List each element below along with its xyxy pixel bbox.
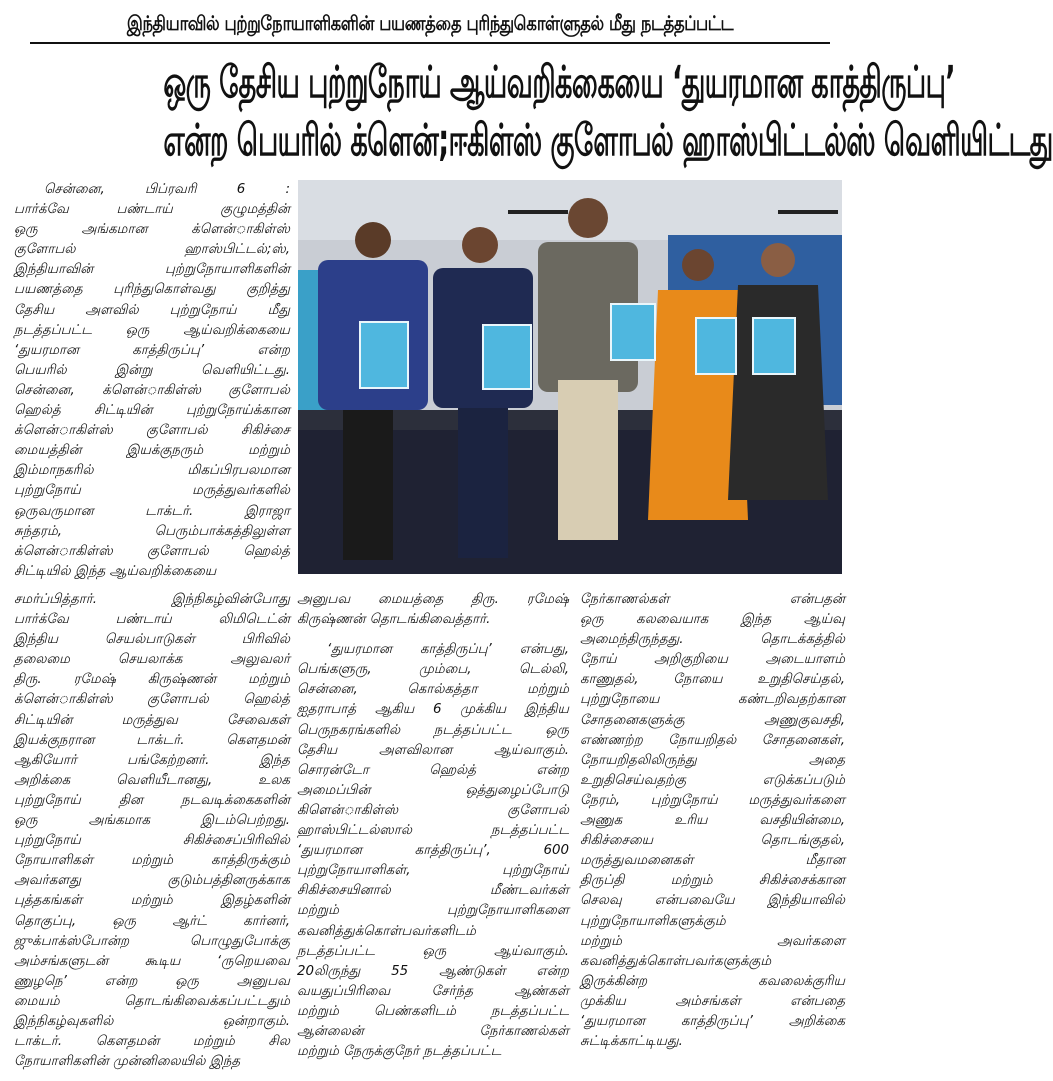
text-line: மற்றும் பெண்களிடம் நடத்தப்பட்ட xyxy=(297,1003,569,1019)
text-line: பெருநகரங்களில் நடத்தப்பட்ட ஒரு xyxy=(297,722,569,738)
text-line: கவனித்துக்கொள்பவர்களுக்கும் xyxy=(580,953,772,969)
text-line: சிட்டியின் மருத்துவ சேவைகள் xyxy=(14,712,290,728)
text-line: மையத்தின் இயக்குநரும் மற்றும் xyxy=(14,443,290,459)
headline-line-1: ஒரு தேசிய புற்றுநோய் ஆய்வறிக்கையை ‘துயரமான காத்திருப்பு’ xyxy=(163,57,956,108)
text-line: சொரன்டோ ஹெல்த் என்ற xyxy=(297,762,569,778)
text-line: சிகிச்சையை தொடங்குதல், xyxy=(580,833,845,849)
text-line: ஹாஸ்பிட்டல்ஸால் நடத்தப்பட்ட xyxy=(297,823,569,839)
middle-para-2 xyxy=(297,640,569,1062)
photo-illustration xyxy=(298,180,842,574)
text-line: க்ளென்ாகிள்ஸ் குளோபல் ஹெல்த் xyxy=(14,543,290,559)
text-line: க்ளென்ாகிள்ஸ் குளோபல் சிகிச்சை xyxy=(14,423,290,439)
headline-line-2: என்ற பெயரில் க்ளென்;ஈகிள்ஸ் குளோபல் ஹாஸ்பிட்டல்ஸ் வெளியிட்டது xyxy=(163,115,1053,166)
text-line: எண்ணற்ற நோயறிதல் சோதனைகள், xyxy=(580,732,845,748)
text-line: சமர்ப்பித்தார். இந்நிகழ்வின்போது xyxy=(14,592,290,607)
text-line: சென்னை, கொல்கத்தா மற்றும் xyxy=(297,682,569,698)
text-line: பெங்களுரு, மும்பை, டெல்லி, xyxy=(297,662,569,678)
text-line: மற்றும் நேருக்குநேர் நடத்தப்பட்ட xyxy=(297,1044,502,1060)
text-line: அணுக உரிய வசதியின்மை, xyxy=(580,813,845,829)
text-line: ஒரு கலவையாக இந்த ஆய்வு xyxy=(580,612,845,628)
text-line: பார்க்வே பண்டாய் லிமிடெட்ன் xyxy=(14,612,290,628)
text-line: முக்கிய அம்சங்கள் என்பதை xyxy=(580,993,845,1009)
text-line: கவனித்துக்கொள்பவர்களிடம் xyxy=(297,923,476,939)
text-line: மருத்துவமனைகள் மீதான xyxy=(580,853,845,869)
text-line: திருப்தி மற்றும் சிகிச்சைக்கான xyxy=(580,873,845,889)
text-line: இருக்கின்ற கவலைக்குரிய xyxy=(580,973,845,989)
text-line: நேரம், புற்றுநோய் மருத்துவர்களை xyxy=(580,792,845,808)
text-line: க்ளென்ாகிள்ஸ் குளோபல் ஹெல்த் xyxy=(14,692,290,708)
text-line: சோதனைகளுக்கு அணுகுவசதி, xyxy=(580,712,845,728)
text-line: புற்றுநோய் தின நடவடிக்கைகளின் xyxy=(14,792,290,808)
text-line: ஹெல்த் சிட்டியின் புற்றுநோய்க்கான xyxy=(14,403,290,419)
left-column-bottom xyxy=(14,590,290,1072)
text-line: புத்தகங்கள் மற்றும் இதழ்களின் xyxy=(14,893,290,909)
text-line: சிகிச்சையினால் மீண்டவர்கள் xyxy=(297,883,569,899)
text-line: ஒரு அங்கமான க்ளென்ாகிள்ஸ் xyxy=(14,222,290,238)
text-line: கிளென்ாகிள்ஸ் குளோபல் xyxy=(297,802,569,818)
text-line: செலவு என்பவையே இந்தியாவில் xyxy=(580,893,845,909)
text-line: அவர்களது குடும்பத்தினருக்காக xyxy=(14,873,290,889)
text-line: தேசிய அளவிலான ஆய்வாகும். xyxy=(297,742,569,758)
text-line: நோய் அறிகுறியை அடையாளம் xyxy=(580,652,845,668)
text-line: இந்தியாவின் புற்றுநோயாளிகளின் xyxy=(14,262,290,278)
text-line: பயணத்தை புரிந்துகொள்வது குறித்து xyxy=(14,282,290,298)
text-line: புற்றுநோயை கண்டறிவதற்கான xyxy=(580,692,845,708)
text-line: பார்க்வே பண்டாய் குழுமத்தின் xyxy=(14,202,290,218)
text-line: ஜுக்பாக்ஸ்போன்ற பொழுதுபோக்கு xyxy=(14,933,290,949)
text-line: உறுதிசெய்வதற்கு எடுக்கப்படும் xyxy=(580,772,845,788)
text-line: மற்றும் புற்றுநோயாளிகளை xyxy=(297,903,569,919)
text-line: இயக்குநரான டாக்டர். கௌதமன் xyxy=(14,732,290,748)
text-line: ‘துயரமான காத்திருப்பு’ அறிக்கை xyxy=(580,1013,845,1029)
text-line: ‘துயரமான காத்திருப்பு’ என்பது, xyxy=(327,642,569,658)
text-line: அம்சங்களுடன் கூடிய ‘ருறெயவை xyxy=(14,953,290,969)
text-line: தேசிய அளவில் புற்றுநோய் மீது xyxy=(14,302,290,318)
text-line: டாக்டர். கௌதமன் மற்றும் சில xyxy=(14,1034,290,1050)
text-line: சுட்டிக்காட்டியது. xyxy=(580,1034,683,1050)
text-line: சிட்டியில் இந்த ஆய்வறிக்கையை xyxy=(14,563,217,579)
text-line: மையம் தொடங்கிவைக்கப்பட்டதும் xyxy=(14,993,290,1009)
text-line: மற்றும் அவர்களை xyxy=(580,933,845,949)
text-line: ‘துயரமான காத்திருப்பு’, 600 xyxy=(297,843,569,859)
text-line: நோயாளிகளின் முன்னிலையில் இந்த xyxy=(14,1054,241,1070)
text-line: நடத்தப்பட்ட ஒரு ஆய்வறிக்கையை xyxy=(14,322,290,338)
text-line: நோயறிதலிலிருந்து அதை xyxy=(580,752,845,768)
text-line: நோயாளிகள் மற்றும் காத்திருக்கும் xyxy=(14,853,290,869)
text-line: காணுதல், நோயை உறுதிசெய்தல், xyxy=(580,672,845,688)
text-line: ஆகியோர் பங்கேற்றனர். இந்த xyxy=(14,752,290,768)
text-line: நேர்காணல்கள் என்பதன் xyxy=(580,592,845,607)
right-column xyxy=(580,590,845,1052)
text-line: 20லிருந்து 55 ஆண்டுகள் என்ற xyxy=(297,963,569,979)
text-line: சென்னை, க்ளென்ாகிள்ஸ் குளோபல் xyxy=(14,382,290,398)
text-line: புற்றுநோய் சிகிச்சைப்பிரிவில் xyxy=(14,833,290,849)
text-line: தலைமை செயலாக்க அலுவலர் xyxy=(14,652,290,668)
text-line: வயதுப்பிரிவை சேர்ந்த ஆண்கள் xyxy=(297,983,569,999)
text-line: ணுழநெ’ என்ற ஒரு அனுபவ xyxy=(14,973,290,989)
article-kicker: இந்தியாவில் புற்றுநோயாளிகளின் பயணத்தை புரிந்துகொள்ளுதல் மீது நடத்தப்பட்ட xyxy=(126,11,734,35)
text-line: ஆன்லைன் நேர்காணல்கள் xyxy=(297,1023,569,1039)
text-line: இம்மாநகரில் மிகப்பிரபலமான xyxy=(14,463,290,479)
middle-column xyxy=(297,590,569,1062)
text-line: சென்னை, பிப்ரவரி 6 : xyxy=(44,182,290,197)
text-line: குளோபல் ஹாஸ்பிட்டல்;ஸ், xyxy=(14,242,290,258)
text-line: ‘துயரமான காத்திருப்பு’ என்ற xyxy=(14,342,290,358)
text-line: பெயரில் இன்று வெளியிட்டது. xyxy=(14,362,290,378)
text-line: அமைந்திருந்தது. தொடக்கத்தில் xyxy=(580,632,845,648)
text-line: அனுபவ மையத்தை திரு. ரமேஷ் xyxy=(297,592,569,607)
text-line: நடத்தப்பட்ட ஒரு ஆய்வாகும். xyxy=(297,943,569,959)
text-line: இந்திய செயல்பாடுகள் பிரிவில் xyxy=(14,632,290,648)
text-line: புற்றுநோயாளிகளுக்கும் xyxy=(580,913,726,929)
kicker-underline xyxy=(30,42,830,44)
text-line: ஐதராபாத் ஆகிய 6 முக்கிய இந்திய xyxy=(297,702,569,718)
text-line: தொகுப்பு, ஒரு ஆர்ட் கார்னர், xyxy=(14,913,290,929)
text-line: ஒரு அங்கமாக இடம்பெற்றது. xyxy=(14,813,290,829)
text-line: புற்றுநோய் மருத்துவர்களில் xyxy=(14,483,290,499)
text-line: கிருஷ்ணன் தொடங்கிவைத்தார். xyxy=(297,612,491,628)
text-line: அறிக்கை வெளியீடானது, உலக xyxy=(14,772,290,788)
text-line: இந்நிகழ்வுகளில் ஒன்றாகும். xyxy=(14,1013,290,1029)
text-line: அமைப்பின் ஒத்துழைப்போடு xyxy=(297,782,569,798)
middle-para-1 xyxy=(297,590,569,630)
event-photo xyxy=(298,180,842,574)
text-line: ஒருவருமான டாக்டர். இராஜா xyxy=(14,503,290,519)
left-column-top xyxy=(14,180,290,582)
text-line: புற்றுநோயாளிகள், புற்றுநோய் xyxy=(297,863,569,879)
text-line: திரு. ரமேஷ் கிருஷ்ணன் மற்றும் xyxy=(14,672,290,688)
text-line: சுந்தரம், பெரும்பாக்கத்திலுள்ள xyxy=(14,523,290,539)
